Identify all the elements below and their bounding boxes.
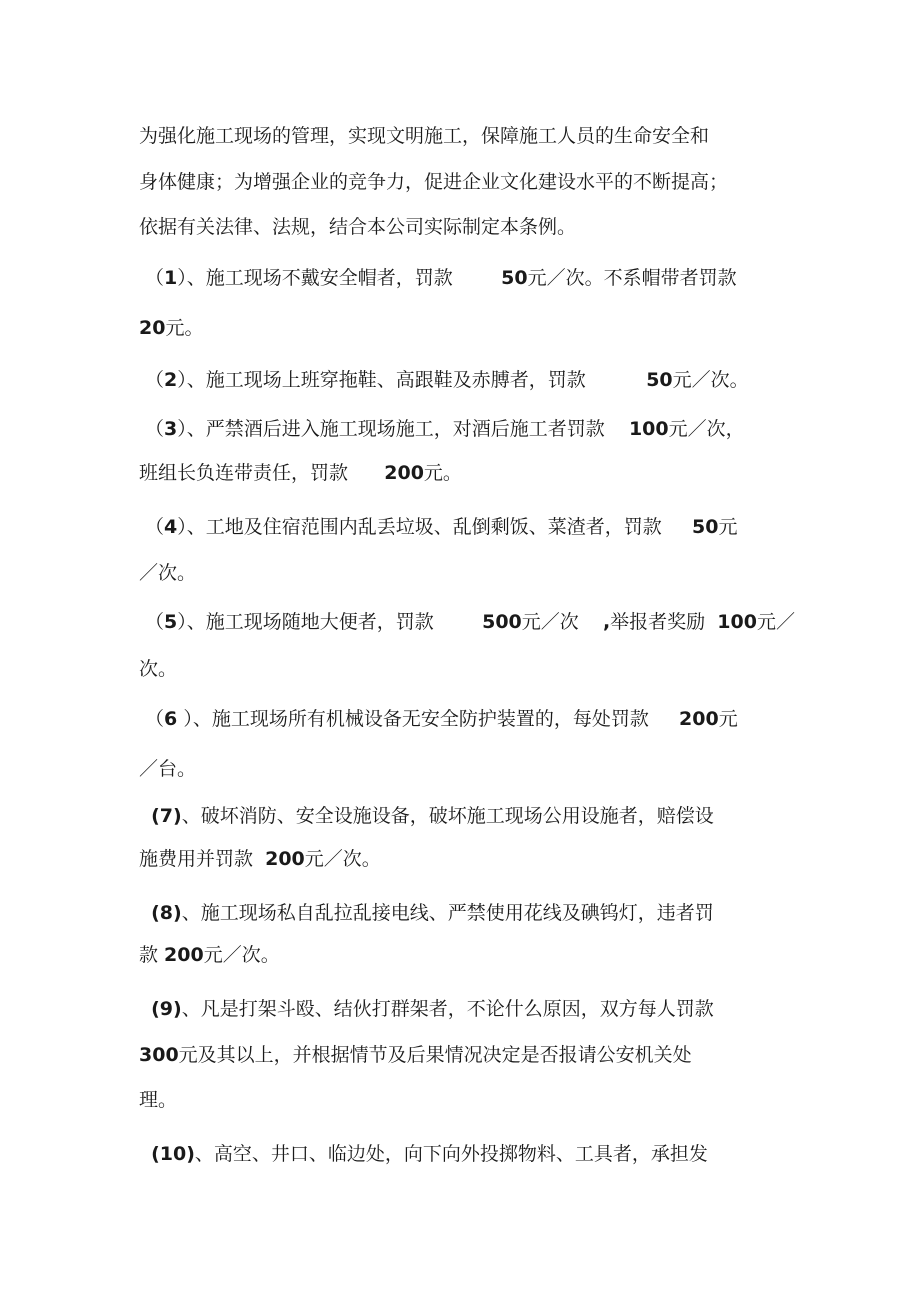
item-number: 3	[164, 418, 178, 440]
item-number: (10)	[151, 1143, 195, 1165]
item-2-line-1: （2）、施工现场上班穿拖鞋、高跟鞋及赤膊者，罚款 50元／次。	[139, 369, 749, 391]
fine-amount: 200	[679, 708, 719, 730]
item-1-line-2: 20元。	[139, 317, 204, 339]
fine-amount: 200	[164, 944, 204, 966]
item-number: (9)	[151, 998, 182, 1020]
item-4-line-1: （4）、工地及住宿范围内乱丢垃圾、乱倒剩饭、菜渣者，罚款 50元	[139, 516, 738, 538]
item-4-line-2: ／次。	[139, 562, 197, 584]
item-7-line-2: 施费用并罚款 200元／次。	[139, 848, 381, 870]
item-3-line-2: 班组长负连带责任，罚款 200元。	[139, 462, 462, 484]
intro-line-3: 依据有关法律、法规，结合本公司实际制定本条例。	[139, 216, 577, 238]
reward-amount: 100	[717, 611, 757, 633]
item-number: 1	[164, 267, 178, 289]
item-number: 6	[164, 708, 178, 730]
item-10-line-1: (10)、高空、井口、临边处，向下向外投掷物料、工具者，承担发	[151, 1143, 708, 1165]
item-number: 4	[164, 516, 178, 538]
item-1-line-1: （1）、施工现场不戴安全帽者，罚款 50元／次。不系帽带者罚款	[139, 267, 737, 289]
item-8-line-1: (8)、施工现场私自乱拉乱接电线、严禁使用花线及碘钨灯，违者罚	[151, 902, 714, 924]
item-9-line-3: 理。	[139, 1089, 178, 1111]
fine-amount: 20	[139, 317, 166, 339]
item-9-line-1: (9)、凡是打架斗殴、结伙打群架者，不论什么原因，双方每人罚款	[151, 998, 714, 1020]
fine-amount: 50	[646, 369, 673, 391]
item-6-line-2: ／台。	[139, 758, 197, 780]
intro-line-1: 为强化施工现场的管理，实现文明施工，保障施工人员的生命安全和	[139, 125, 710, 147]
item-5-line-2: 次。	[139, 658, 178, 680]
fine-amount: 300	[139, 1044, 179, 1066]
fine-amount: 100	[628, 418, 669, 440]
item-number: 2	[164, 369, 178, 391]
item-number: 5	[164, 611, 178, 633]
item-3-line-1: （3）、严禁酒后进入施工现场施工，对酒后施工者罚款 100元／次，	[139, 418, 745, 440]
fine-amount: 200	[265, 848, 305, 870]
item-number: (7)	[151, 805, 182, 827]
item-9-line-2: 300元及其以上，并根据情节及后果情况决定是否报请公安机关处	[139, 1044, 692, 1066]
intro-line-2: 身体健康；为增强企业的竞争力，促进企业文化建设水平的不断提高；	[139, 171, 729, 193]
fine-amount: 500	[482, 611, 522, 633]
item-5-line-1: （5）、施工现场随地大便者，罚款 500元／次 ,举报者奖励 100元／	[139, 611, 795, 633]
fine-amount: 50	[691, 516, 719, 538]
fine-amount: 50	[501, 267, 528, 289]
fine-amount: 200	[384, 462, 424, 484]
item-number: (8)	[151, 902, 182, 924]
item-8-line-2: 款 200元／次。	[139, 944, 280, 966]
item-6-line-1: （6 ）、施工现场所有机械设备无安全防护装置的，每处罚款 200元	[139, 708, 738, 730]
item-7-line-1: (7)、破坏消防、安全设施设备，破坏施工现场公用设施者，赔偿设	[151, 805, 714, 827]
